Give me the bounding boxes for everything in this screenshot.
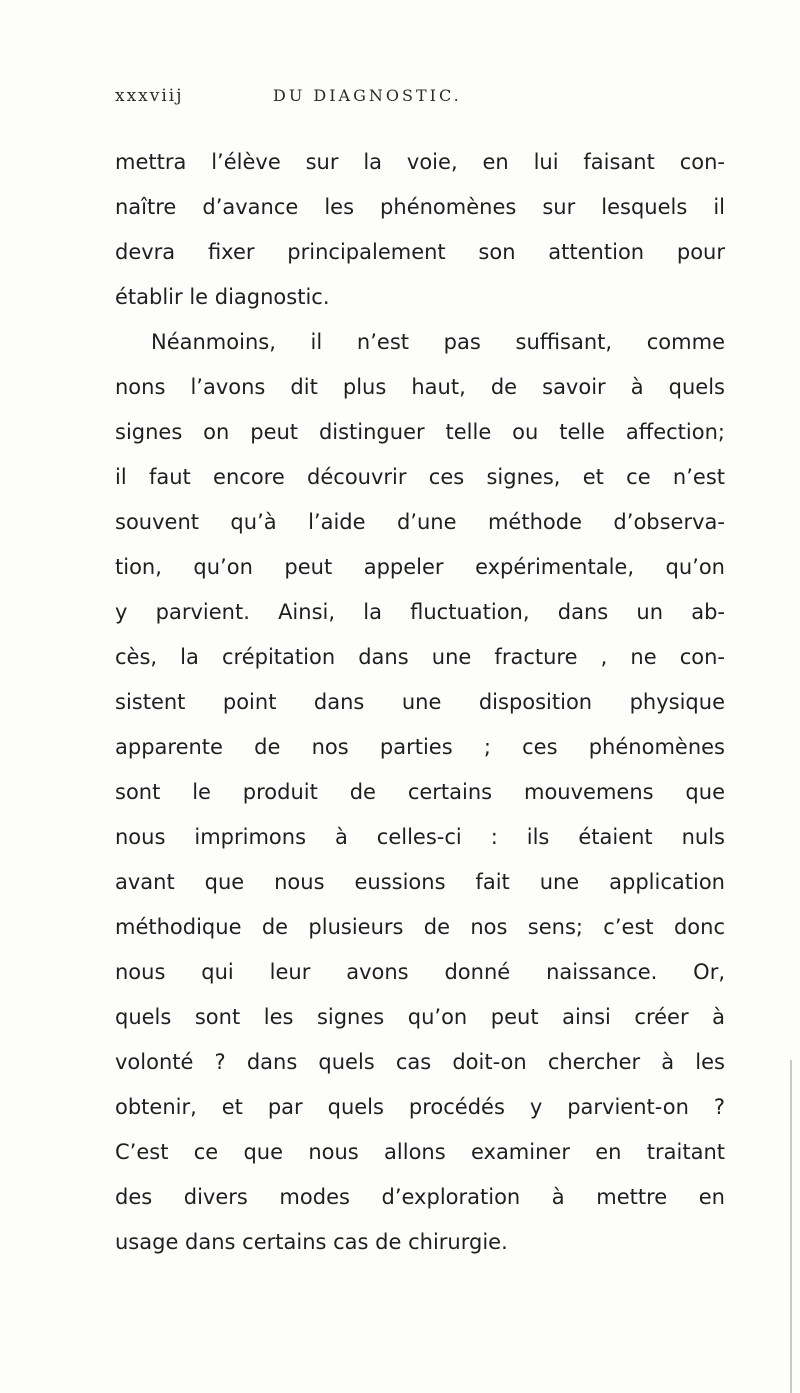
- text-line: volonté ? dans quels cas doit-on chercher à les: [115, 1050, 725, 1074]
- text-line: C’est ce que nous allons examiner en traitant: [115, 1140, 725, 1164]
- text-line: cès, la crépitation dans une fracture , ne con-: [115, 645, 725, 669]
- text-line: tion, qu’on peut appeler expérimentale, qu’on: [115, 555, 725, 579]
- text-line: nons l’avons dit plus haut, de savoir à quels: [115, 375, 725, 399]
- text-line: des divers modes d’exploration à mettre en: [115, 1185, 725, 1209]
- text-line: souvent qu’à l’aide d’une méthode d’observa-: [115, 510, 725, 534]
- text-line: sistent point dans une disposition physique: [115, 690, 725, 714]
- page-edge-shadow: [790, 1060, 792, 1393]
- text-line: apparente de nos parties ; ces phénomènes: [115, 735, 725, 759]
- text-line: naître d’avance les phénomènes sur lesquels il: [115, 195, 725, 219]
- text-line: obtenir, et par quels procédés y parvient-on ?: [115, 1095, 725, 1119]
- text-line: signes on peut distinguer telle ou telle affection;: [115, 420, 725, 444]
- text-line: Néanmoins, il n’est pas suffisant, comme: [151, 330, 725, 354]
- body-text: [115, 140, 725, 1265]
- text-line: devra fixer principalement son attention pour: [115, 240, 725, 264]
- text-line: usage dans certains cas de chirurgie.: [115, 1230, 508, 1254]
- text-line: méthodique de plusieurs de nos sens; c’est donc: [115, 915, 725, 939]
- text-line: avant que nous eussions fait une application: [115, 870, 725, 894]
- text-line: nous imprimons à celles-ci : ils étaient nuls: [115, 825, 725, 849]
- running-title: DU DIAGNOSTIC.: [273, 86, 462, 105]
- text-line: quels sont les signes qu’on peut ainsi créer à: [115, 1005, 725, 1029]
- page-number: xxxviij: [115, 86, 184, 106]
- text-line: nous qui leur avons donné naissance. Or,: [115, 960, 725, 984]
- text-line: établir le diagnostic.: [115, 285, 330, 309]
- text-line: y parvient. Ainsi, la fluctuation, dans un ab-: [115, 600, 725, 624]
- text-line: sont le produit de certains mouvemens que: [115, 780, 725, 804]
- text-line: mettra l’élève sur la voie, en lui faisant con-: [115, 150, 725, 174]
- running-head: [115, 86, 715, 116]
- text-line: il faut encore découvrir ces signes, et ce n’est: [115, 465, 725, 489]
